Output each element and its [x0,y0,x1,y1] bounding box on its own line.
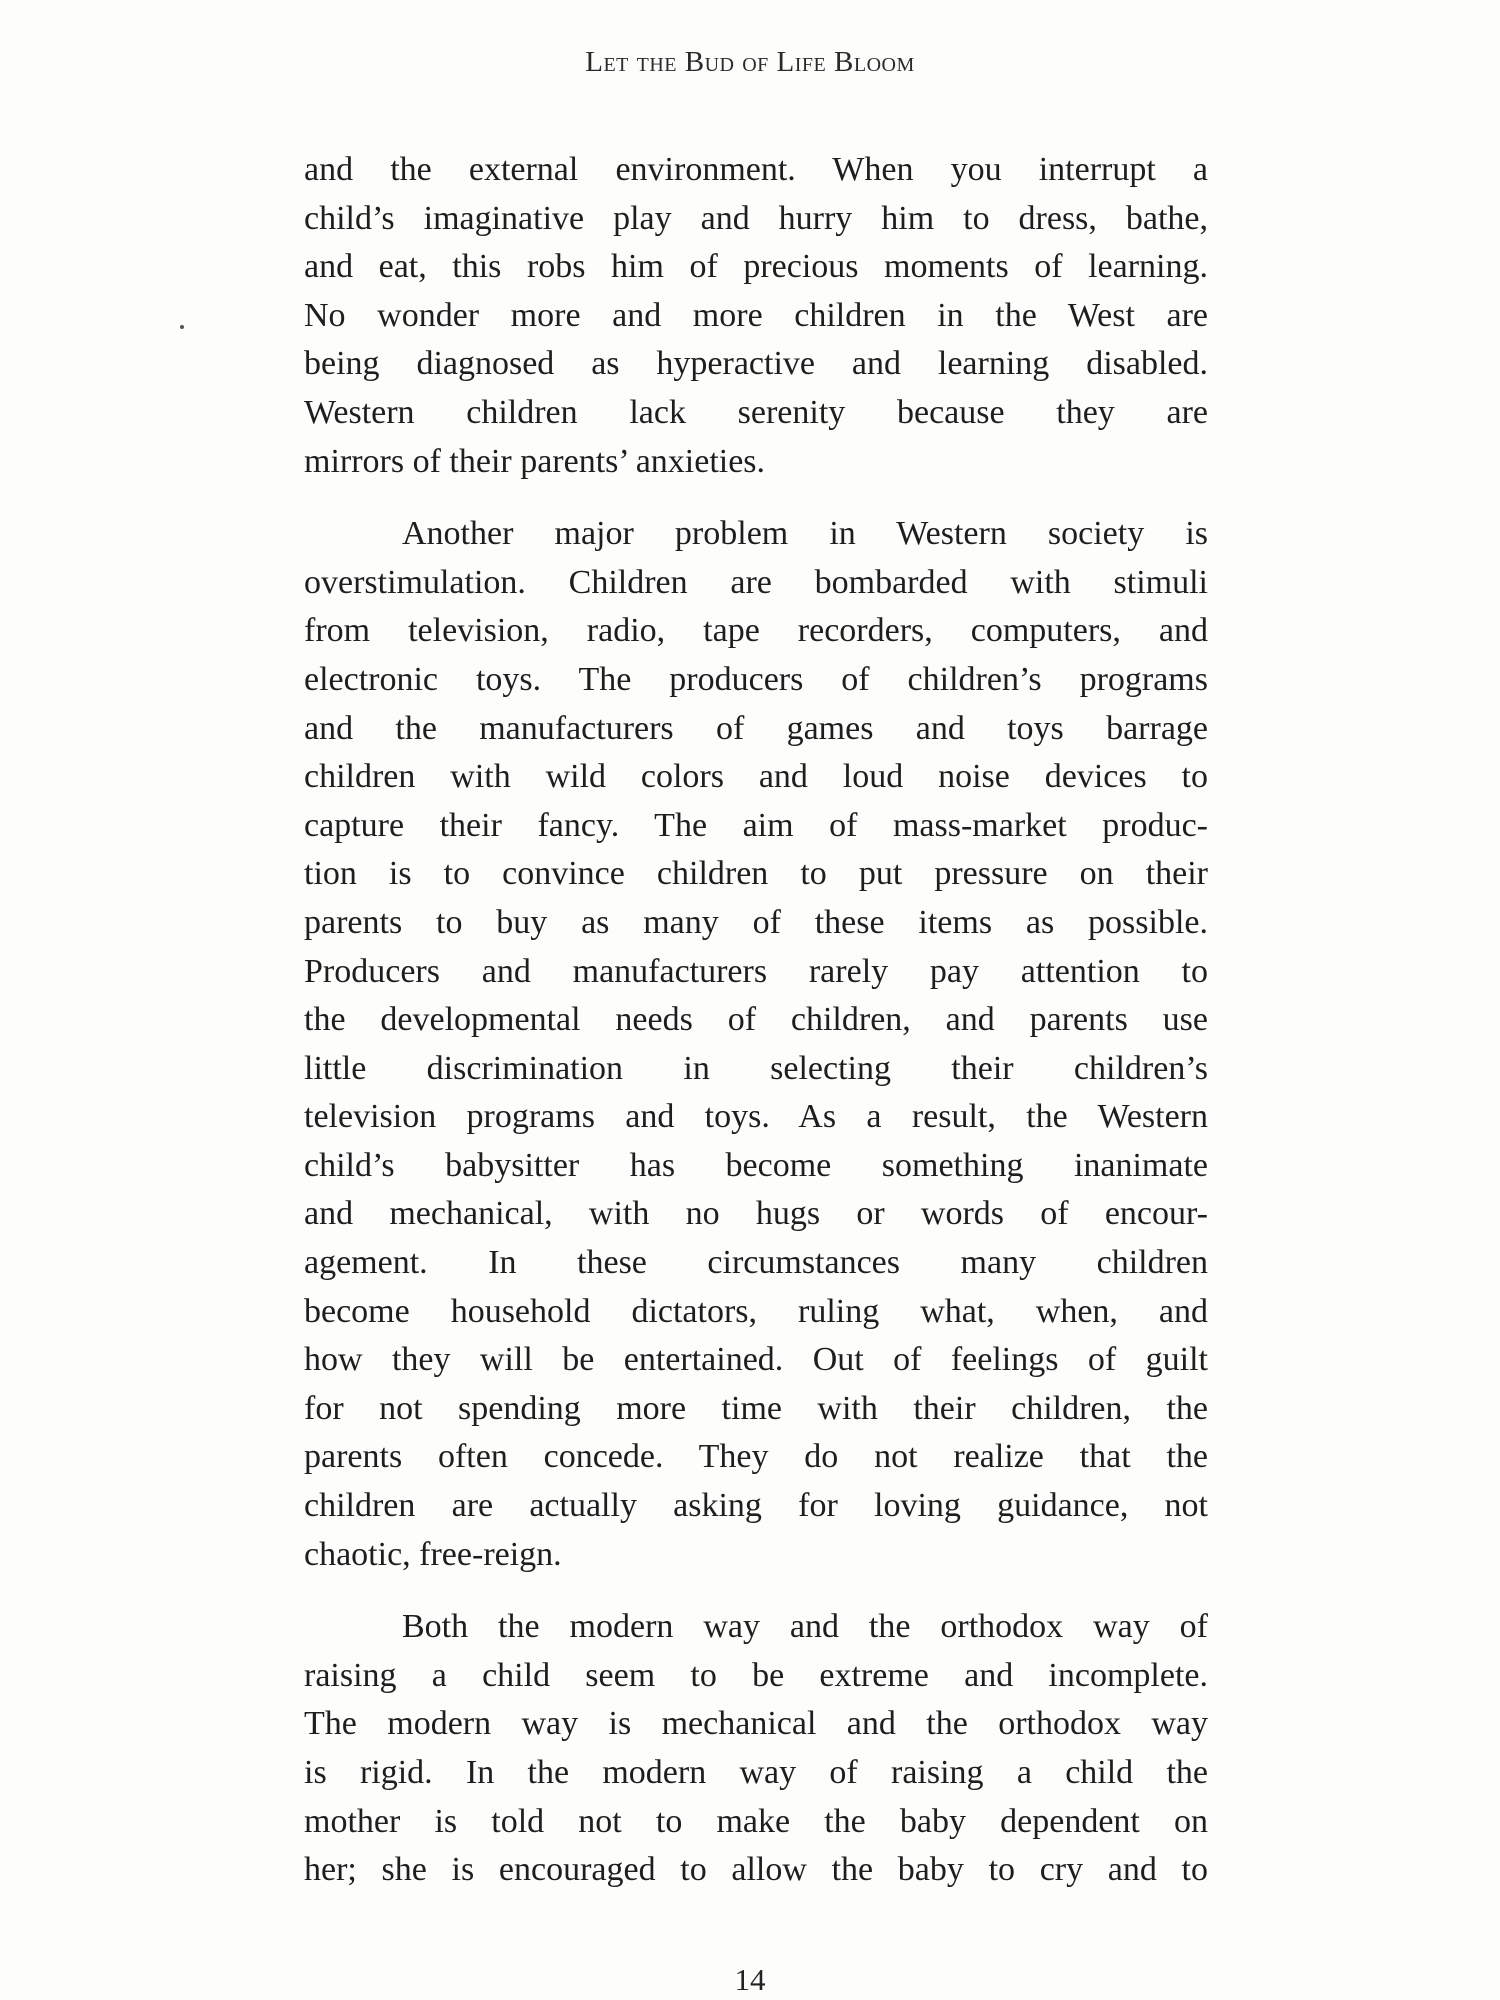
text-line: is rigid. In the modern way of raising a child the [304,1754,1208,1791]
text-line: Both the modern way and the orthodox way of [402,1608,1208,1646]
text-line: mother is told not to make the baby dependent on [304,1802,1208,1840]
text-line: children with wild colors and loud noise devices to [304,758,1208,796]
text-line: children are actually asking for loving guidance, not [304,1487,1208,1525]
page-number: 14 [734,1962,766,1997]
text-line: overstimulation. Children are bombarded with stimuli [304,563,1208,601]
text-line: tion is to convince children to put pressure on their [304,855,1208,893]
text-line: chaotic, free-reign. [304,1535,562,1573]
text-line: parents to buy as many of these items as possible. [304,903,1208,941]
text-line: Producers and manufacturers rarely pay attention to [304,952,1208,990]
text-line: Another major problem in Western society is [402,515,1208,553]
running-head: Let the Bud of Life Bloom [585,46,915,78]
text-line: for not spending more time with their children, the [304,1389,1208,1427]
paragraph-3 [304,1603,1208,1895]
text-line: capture their fancy. The aim of mass-market produc- [304,806,1208,844]
text-line: little discrimination in selecting their children’s [304,1049,1208,1087]
text-line: The modern way is mechanical and the orthodox way [304,1705,1208,1743]
text-line: agement. In these circumstances many children [304,1244,1208,1282]
text-line: parents often concede. They do not realize that the [304,1438,1208,1476]
text-line: her; she is encouraged to allow the baby to cry and to [304,1851,1208,1889]
text-line: and mechanical, with no hugs or words of encour- [304,1195,1208,1233]
text-line: child’s imaginative play and hurry him to dress, bathe, [304,199,1208,237]
paragraph-2 [304,510,1208,1579]
text-line: raising a child seem to be extreme and incomplete. [304,1656,1208,1694]
text-line: Western children lack serenity because they are [304,393,1208,431]
text-line: and the manufacturers of games and toys barrage [304,709,1208,747]
text-line: and eat, this robs him of precious moments of learning. [304,248,1208,286]
text-line: child’s babysitter has become something inanimate [304,1146,1208,1184]
text-line: mirrors of their parents’ anxieties. [304,442,766,480]
body-text [304,146,1208,1895]
text-line: television programs and toys. As a result, the Western [304,1098,1208,1136]
text-line: from television, radio, tape recorders, computers, and [304,612,1208,650]
stray-ink-dot [180,325,184,329]
paragraph-1 [304,146,1208,486]
text-line: electronic toys. The producers of children’s programs [304,660,1208,698]
text-line: become household dictators, ruling what, when, and [304,1292,1208,1330]
text-line: being diagnosed as hyperactive and learning disabled. [304,345,1208,383]
text-line: and the external environment. When you interrupt a [304,151,1208,188]
text-line: how they will be entertained. Out of feelings of guilt [304,1341,1208,1379]
text-line: the developmental needs of children, and parents use [304,1001,1208,1039]
text-line: No wonder more and more children in the West are [304,296,1208,334]
